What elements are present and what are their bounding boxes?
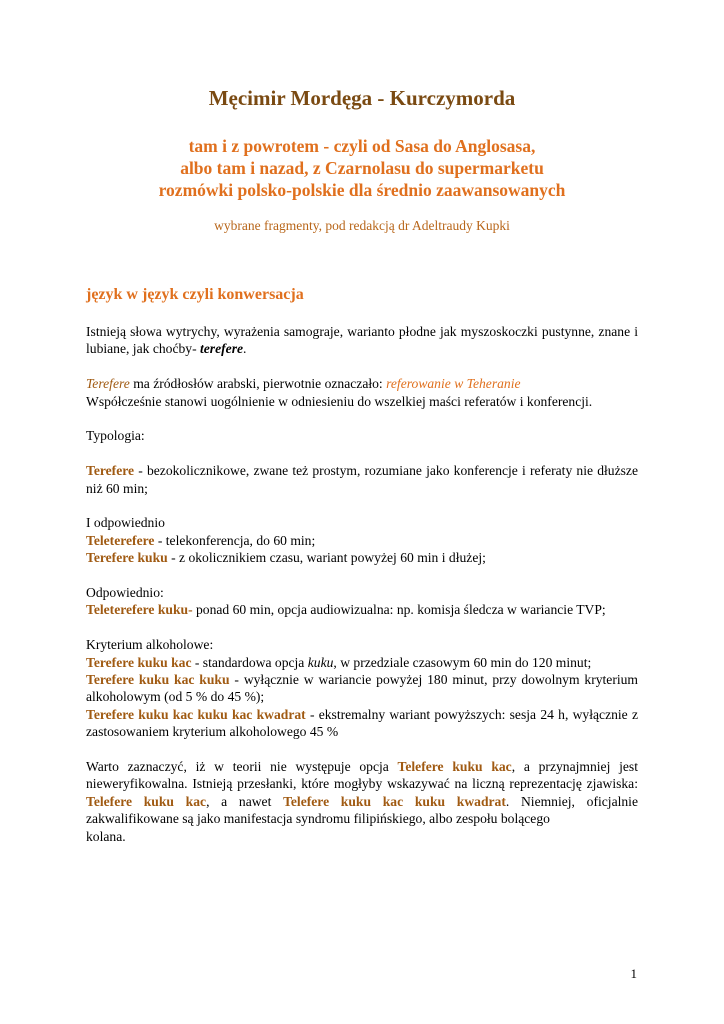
term-terefere-kuku-kac-kuku: Terefere kuku kac kuku xyxy=(86,672,230,688)
term-terefere-kuku: Terefere kuku xyxy=(86,550,168,566)
term-terefere-kuku-kac: Terefere kuku kac xyxy=(86,654,192,670)
variants-intro: I odpowiednio xyxy=(86,515,165,531)
paragraph-teleterefere-kuku xyxy=(86,584,638,619)
paragraph-text: , a nawet xyxy=(206,793,284,809)
document-subtitle xyxy=(0,135,724,201)
subtitle-line-3: rozmówki polsko-polskie dla średnio zaawansowanych xyxy=(158,180,566,200)
etymology-text: ma źródłosłów arabski, pierwotnie oznaczało: xyxy=(129,376,387,392)
paragraph-intro-text: Istnieją słowa wytrychy, wyrażenia samograje, warianto płodne jak myszoskoczki pustynne, znane i lubiane, jak choćby- xyxy=(86,324,638,357)
paragraph-text: . Niemniej, oficjalnie zakwalifikowane są jako manifestacja syndromu filipińskiego, albo zespołu bolącego xyxy=(86,793,638,827)
paragraph-telefere xyxy=(86,758,638,845)
typologia-label: Typologia: xyxy=(86,428,145,444)
paragraph-text: Warto zaznaczyć, iż w teorii nie występuje opcja xyxy=(86,759,398,775)
criterion-intro: Kryterium alkoholowe: xyxy=(86,637,214,653)
term-terefere: Terefere xyxy=(86,376,130,392)
subtitle-line-1: tam i z powrotem - czyli od Sasa do Anglosasa, xyxy=(188,136,536,156)
etymology-highlight: referowanie w Teheranie xyxy=(386,376,521,392)
term-terefere-kuku-kac-kuku-kac-kwadrat: Terefere kuku kac kuku kac kwadrat xyxy=(86,706,306,722)
paragraph-intro xyxy=(86,323,638,358)
definition-text: - telekonferencja, do 60 min; xyxy=(154,532,316,548)
paragraph-intro-end: . xyxy=(243,341,247,357)
definition-text: - standardowa opcja xyxy=(191,654,308,670)
definition-text: , w przedziale czasowym 60 min do 120 minut; xyxy=(333,654,592,670)
definition-text: - bezokolicznikowe, zwane też prostym, rozumiane jako konferencje i referaty nie dłuższe niż 60 min; xyxy=(86,463,638,496)
definition-text: - ekstremalny wariant powyższych: sesja 24 h, wyłącznie z zastosowaniem kryterium alkoholowego 45 % xyxy=(86,706,639,740)
document-body xyxy=(86,323,638,862)
term-terefere: Terefere xyxy=(86,463,135,479)
etymology-line-2: Współcześnie stanowi uogólnienie w odniesieniu do wszelkiej maści referatów i konferencji. xyxy=(86,393,593,409)
section-heading: język w język czyli konwersacja xyxy=(86,286,304,303)
term-telefere-kuku-kac: Telefere kuku kac xyxy=(86,793,207,809)
definition-text: - z okolicznikiem czasu, wariant powyżej 60 min i dłużej; xyxy=(167,550,486,566)
term-telefere-kuku-kac: Telefere kuku kac xyxy=(397,759,512,775)
editor-note: wybrane fragmenty, pod redakcją dr Adeltraudy Kupki xyxy=(214,218,510,233)
document-title: Męcimir Mordęga - Kurczymorda xyxy=(208,86,516,110)
paragraph-variants xyxy=(86,514,638,566)
term-teleterefere: Teleterefere xyxy=(86,532,155,548)
variants-intro: Odpowiednio: xyxy=(86,585,164,601)
paragraph-last-line: kolana. xyxy=(86,828,126,844)
definition-italic: kuku xyxy=(307,654,334,670)
paragraph-text: , a przynajmniej jest nieweryfikowalna. Istnieją przesłanki, które mogłyby wskazywać na liczną reprezentację zjawiska: xyxy=(86,759,638,792)
paragraph-terefere xyxy=(86,462,638,497)
page-number: 1 xyxy=(630,966,637,981)
definition-text: - wyłącznie w wariancie powyżej 180 minut, przy dowolnym kryterium alkoholowym (od 5 % do 45 %); xyxy=(86,672,638,705)
subtitle-line-2: albo tam i nazad, z Czarnolasu do supermarketu xyxy=(180,158,544,178)
term-teleterefere-kuku: Teleterefere kuku- xyxy=(86,602,193,618)
paragraph-etymology xyxy=(86,375,638,410)
definition-text: ponad 60 min, opcja audiowizualna: np. komisja śledcza w wariancie TVP; xyxy=(192,602,606,618)
term-telefere-kuku-kac-kuku-kwadrat: Telefere kuku kac kuku kwadrat xyxy=(283,793,506,809)
paragraph-alcohol-criterion xyxy=(86,636,638,740)
terefere-emphasis: terefere xyxy=(200,341,244,357)
